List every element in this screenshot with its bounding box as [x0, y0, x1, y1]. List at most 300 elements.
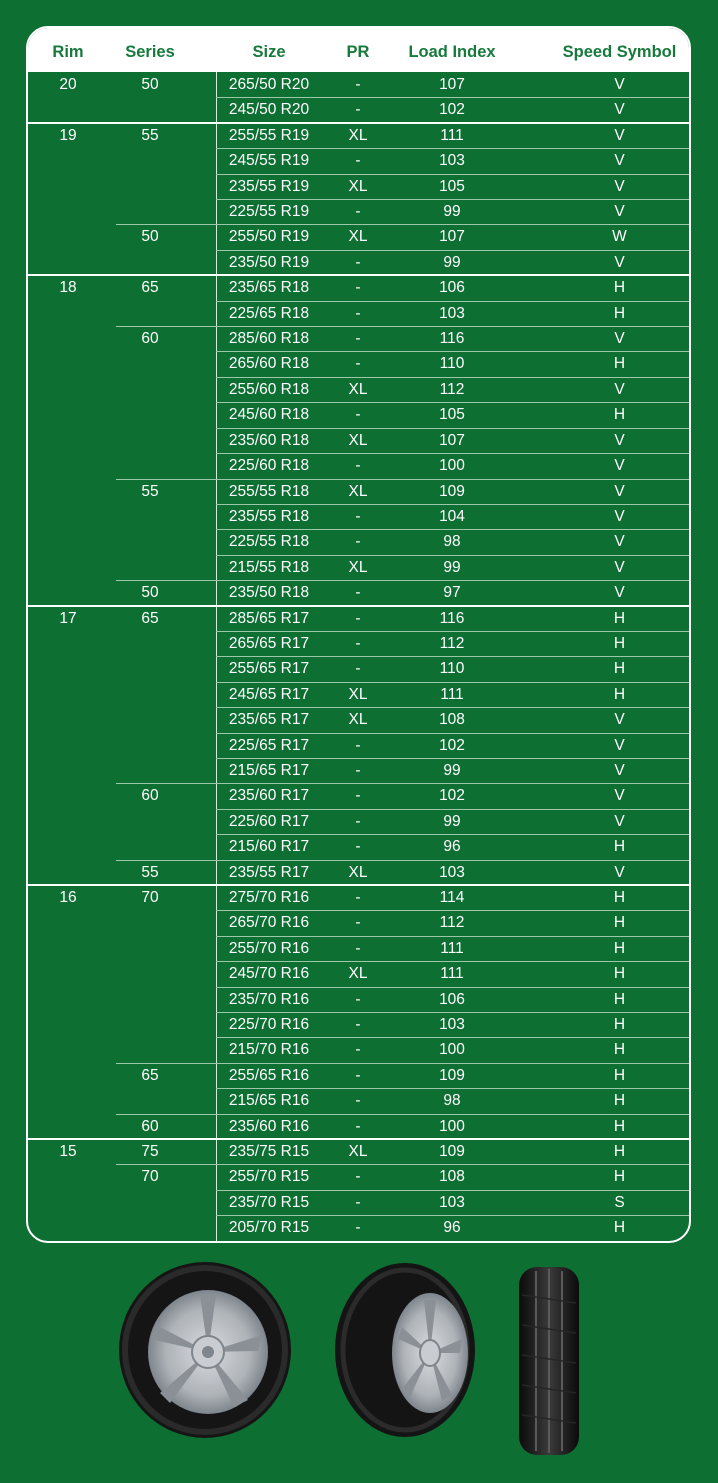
header-rim: Rim: [52, 43, 84, 61]
cell-pr: XL: [348, 482, 368, 500]
table-row: [28, 428, 689, 453]
cell-size: 235/65 R18: [228, 279, 310, 297]
cell-series: [108, 529, 192, 554]
cell-series: [108, 250, 192, 275]
cell-rim: [28, 809, 108, 834]
cell-rim: [28, 428, 108, 453]
cell-rim: [28, 250, 108, 275]
cell-rim: [28, 1114, 108, 1139]
cell-pr: -: [355, 457, 361, 475]
table-row: [28, 402, 689, 427]
cell-rim: [28, 758, 108, 783]
cell-load-index: 99: [443, 558, 461, 576]
cell-series: [108, 555, 192, 580]
cell-rim: [28, 707, 108, 732]
table-row: [28, 961, 689, 986]
cell-rim: [28, 1037, 108, 1062]
cell-speed-symbol: W: [612, 228, 627, 246]
table-row: [28, 682, 689, 707]
table-row: [28, 453, 689, 478]
cell-load-index: 109: [439, 1143, 465, 1161]
cell-pr: -: [355, 736, 361, 754]
cell-pr: -: [355, 990, 361, 1008]
cell-series: [108, 758, 192, 783]
cell-speed-symbol: H: [613, 355, 626, 373]
cell-size: 235/65 R17: [228, 711, 310, 729]
table-row: [28, 885, 689, 910]
cell-pr: -: [355, 914, 361, 932]
cell-load-index: 114: [439, 889, 465, 906]
header-speed-symbol: Speed Symbol: [562, 43, 677, 61]
cell-speed-symbol: H: [613, 279, 626, 297]
table-row: [28, 1037, 689, 1062]
cell-size: 245/65 R17: [228, 685, 310, 703]
cell-rim: [28, 1164, 108, 1189]
cell-series: [108, 961, 192, 986]
cell-pr: -: [355, 152, 361, 170]
cell-load-index: 111: [440, 126, 464, 144]
cell-speed-symbol: H: [613, 1066, 626, 1084]
cell-series: [108, 656, 192, 681]
cell-size: 225/60 R17: [228, 812, 310, 830]
cell-rim: [28, 631, 108, 656]
table-row: [28, 1088, 689, 1113]
cell-series: [108, 910, 192, 935]
cell-load-index: 112: [439, 634, 465, 652]
cell-pr: -: [355, 507, 361, 525]
cell-speed-symbol: H: [613, 914, 626, 932]
cell-pr: -: [355, 101, 361, 119]
cell-pr: XL: [348, 228, 368, 246]
cell-series: 65: [141, 609, 159, 627]
table-row: [28, 326, 689, 351]
cell-rim: [28, 199, 108, 224]
cell-size: 265/65 R17: [228, 634, 310, 652]
cell-pr: XL: [348, 431, 368, 449]
cell-load-index: 100: [439, 1041, 465, 1059]
cell-speed-symbol: V: [614, 152, 625, 170]
cell-rim: [28, 656, 108, 681]
tire-with-alloy-wheel-icon: [119, 1262, 291, 1438]
cell-rim: [28, 1012, 108, 1037]
table-row: [28, 72, 689, 97]
table-row: [28, 224, 689, 249]
cell-load-index: 103: [439, 1193, 465, 1211]
cell-load-index: 100: [439, 457, 465, 475]
cell-rim: [28, 1063, 108, 1088]
tire-size-table: [26, 26, 691, 1243]
cell-speed-symbol: H: [613, 1041, 626, 1059]
cell-rim: 17: [59, 609, 77, 627]
cell-pr: XL: [348, 558, 368, 576]
tire-tread-side-icon: [519, 1267, 579, 1455]
cell-speed-symbol: H: [613, 939, 626, 957]
cell-size: 285/65 R17: [228, 609, 310, 627]
cell-size: 255/55 R19: [228, 126, 310, 144]
cell-speed-symbol: H: [613, 685, 626, 703]
cell-load-index: 99: [443, 761, 461, 779]
cell-load-index: 112: [439, 914, 465, 932]
cell-speed-symbol: V: [614, 787, 625, 805]
cell-load-index: 99: [443, 203, 461, 221]
cell-rim: [28, 224, 108, 249]
cell-rim: [28, 733, 108, 758]
cell-rim: 19: [59, 126, 77, 144]
cell-rim: [28, 504, 108, 529]
table-row: [28, 1190, 689, 1215]
cell-series: [108, 199, 192, 224]
cell-rim: [28, 326, 108, 351]
cell-rim: [28, 936, 108, 961]
cell-pr: -: [355, 355, 361, 373]
cell-pr: -: [355, 406, 361, 424]
cell-rim: [28, 97, 108, 122]
cell-load-index: 103: [439, 863, 465, 881]
cell-speed-symbol: V: [614, 203, 625, 221]
table-row: [28, 555, 689, 580]
cell-pr: XL: [348, 965, 368, 983]
cell-speed-symbol: V: [614, 507, 625, 525]
cell-speed-symbol: V: [614, 761, 625, 779]
cell-pr: -: [355, 1168, 361, 1186]
cell-pr: XL: [348, 1143, 368, 1161]
cell-load-index: 107: [439, 228, 465, 246]
cell-pr: -: [355, 634, 361, 652]
cell-speed-symbol: V: [614, 584, 625, 602]
cell-pr: -: [355, 1219, 361, 1237]
cell-load-index: 99: [443, 253, 461, 271]
cell-rim: [28, 174, 108, 199]
cell-series: 50: [141, 584, 159, 602]
cell-pr: -: [355, 1066, 361, 1084]
cell-series: [108, 987, 192, 1012]
cell-size: 215/65 R17: [228, 761, 310, 779]
cell-speed-symbol: V: [614, 126, 625, 144]
cell-load-index: 108: [439, 711, 465, 729]
cell-series: [108, 351, 192, 376]
cell-series: [108, 453, 192, 478]
cell-rim: [28, 961, 108, 986]
header-load-index: Load Index: [408, 43, 496, 61]
cell-load-index: 109: [439, 482, 465, 500]
cell-size: 215/70 R16: [228, 1041, 310, 1059]
cell-pr: -: [355, 1041, 361, 1059]
table-row: [28, 1012, 689, 1037]
cell-series: [108, 733, 192, 758]
cell-rim: [28, 1190, 108, 1215]
cell-rim: [28, 148, 108, 173]
cell-series: 70: [141, 889, 159, 906]
table-row: [28, 97, 689, 122]
table-row: [28, 479, 689, 504]
cell-speed-symbol: H: [613, 609, 626, 627]
cell-series: 65: [141, 279, 159, 297]
cell-size: 265/70 R16: [228, 914, 310, 932]
cell-size: 235/60 R17: [228, 787, 310, 805]
cell-speed-symbol: V: [614, 380, 625, 398]
cell-load-index: 110: [439, 660, 465, 678]
cell-pr: -: [355, 812, 361, 830]
cell-rim: [28, 351, 108, 376]
cell-size: 245/55 R19: [228, 152, 310, 170]
cell-size: 235/55 R18: [228, 507, 310, 525]
cell-speed-symbol: H: [613, 1092, 626, 1110]
table-row: [28, 733, 689, 758]
cell-size: 225/70 R16: [228, 1016, 310, 1034]
cell-pr: XL: [348, 863, 368, 881]
cell-size: 255/65 R16: [228, 1066, 310, 1084]
cell-series: [108, 174, 192, 199]
cell-pr: -: [355, 1117, 361, 1135]
table-row: [28, 1114, 689, 1139]
cell-load-index: 108: [439, 1168, 465, 1186]
cell-series: 65: [141, 1066, 159, 1084]
cell-rim: 18: [59, 279, 77, 297]
cell-pr: -: [355, 1016, 361, 1034]
cell-load-index: 100: [439, 1117, 465, 1135]
table-row: [28, 783, 689, 808]
cell-speed-symbol: H: [613, 660, 626, 678]
tire-images: [0, 1255, 718, 1478]
cell-series: [108, 148, 192, 173]
cell-speed-symbol: V: [614, 431, 625, 449]
cell-speed-symbol: H: [613, 838, 626, 856]
cell-speed-symbol: V: [614, 558, 625, 576]
cell-load-index: 116: [439, 330, 465, 348]
cell-size: 245/60 R18: [228, 406, 310, 424]
cell-pr: -: [355, 1193, 361, 1211]
cell-pr: -: [355, 76, 361, 93]
tire-illustrations: [0, 1255, 718, 1478]
cell-size: 235/60 R16: [228, 1117, 310, 1135]
cell-rim: [28, 682, 108, 707]
cell-load-index: 96: [443, 838, 461, 856]
cell-size: 235/55 R17: [228, 863, 310, 881]
table-row: [28, 377, 689, 402]
cell-size: 235/75 R15: [228, 1143, 310, 1161]
cell-pr: -: [355, 279, 361, 297]
cell-size: 235/50 R19: [228, 253, 310, 271]
cell-size: 225/65 R17: [228, 736, 310, 754]
cell-load-index: 98: [443, 533, 461, 551]
cell-load-index: 104: [439, 507, 465, 525]
cell-load-index: 111: [440, 939, 464, 957]
cell-load-index: 116: [439, 609, 465, 627]
header-pr: PR: [346, 43, 370, 61]
cell-size: 275/70 R16: [228, 889, 310, 906]
cell-speed-symbol: V: [614, 736, 625, 754]
cell-rim: [28, 301, 108, 326]
cell-load-index: 110: [439, 355, 465, 373]
cell-load-index: 111: [440, 965, 464, 983]
cell-rim: [28, 580, 108, 605]
cell-series: 55: [141, 126, 159, 144]
cell-size: 285/60 R18: [228, 330, 310, 348]
cell-size: 235/70 R16: [228, 990, 310, 1008]
cell-speed-symbol: V: [614, 533, 625, 551]
cell-pr: -: [355, 838, 361, 856]
cell-speed-symbol: H: [613, 889, 626, 906]
cell-speed-symbol: H: [613, 965, 626, 983]
cell-load-index: 103: [439, 304, 465, 322]
cell-speed-symbol: V: [614, 76, 625, 93]
cell-pr: -: [355, 787, 361, 805]
cell-series: [108, 377, 192, 402]
cell-pr: -: [355, 533, 361, 551]
cell-series: [108, 428, 192, 453]
table-row: [28, 1139, 689, 1164]
cell-pr: -: [355, 584, 361, 602]
cell-speed-symbol: H: [613, 990, 626, 1008]
cell-pr: XL: [348, 380, 368, 398]
table-row: [28, 504, 689, 529]
cell-pr: XL: [348, 685, 368, 703]
table-row: [28, 1164, 689, 1189]
cell-size: 235/70 R15: [228, 1193, 310, 1211]
cell-series: [108, 504, 192, 529]
cell-rim: [28, 987, 108, 1012]
cell-series: [108, 402, 192, 427]
cell-series: [108, 1190, 192, 1215]
cell-speed-symbol: V: [614, 482, 625, 500]
cell-load-index: 112: [439, 380, 465, 398]
cell-series: [108, 936, 192, 961]
table-row: [28, 351, 689, 376]
cell-size: 215/65 R16: [228, 1092, 310, 1110]
cell-series: [108, 682, 192, 707]
cell-size: 235/55 R19: [228, 177, 310, 195]
cell-size: 265/60 R18: [228, 355, 310, 373]
table-row: [28, 631, 689, 656]
cell-speed-symbol: H: [613, 634, 626, 652]
cell-speed-symbol: V: [614, 812, 625, 830]
table-row: [28, 148, 689, 173]
cell-size: 235/50 R18: [228, 584, 310, 602]
cell-series: 55: [141, 482, 159, 500]
cell-series: [108, 1037, 192, 1062]
cell-size: 245/50 R20: [228, 101, 310, 119]
cell-speed-symbol: H: [613, 304, 626, 322]
header-series: Series: [125, 43, 175, 61]
cell-series: [108, 809, 192, 834]
table-row: [28, 301, 689, 326]
cell-series: 50: [141, 228, 159, 246]
cell-size: 255/70 R15: [228, 1168, 310, 1186]
cell-load-index: 103: [439, 152, 465, 170]
cell-series: 60: [141, 787, 159, 805]
cell-rim: [28, 453, 108, 478]
table-row: [28, 758, 689, 783]
cell-series: 60: [141, 1117, 159, 1135]
cell-series: 50: [141, 76, 159, 93]
cell-size: 245/70 R16: [228, 965, 310, 983]
cell-load-index: 102: [439, 101, 465, 119]
cell-speed-symbol: H: [613, 1016, 626, 1034]
cell-speed-symbol: V: [614, 101, 625, 119]
cell-size: 255/70 R16: [228, 939, 310, 957]
cell-size: 225/60 R18: [228, 457, 310, 475]
cell-rim: [28, 529, 108, 554]
cell-pr: -: [355, 1092, 361, 1110]
cell-size: 255/65 R17: [228, 660, 310, 678]
cell-rim: [28, 1088, 108, 1113]
cell-rim: [28, 1215, 108, 1240]
cell-pr: XL: [348, 126, 368, 144]
cell-size: 255/60 R18: [228, 380, 310, 398]
cell-rim: [28, 860, 108, 885]
cell-rim: [28, 834, 108, 859]
cell-series: 75: [141, 1143, 159, 1161]
cell-pr: -: [355, 304, 361, 322]
cell-speed-symbol: H: [613, 406, 626, 424]
table-row: [28, 809, 689, 834]
cell-speed-symbol: H: [613, 1168, 626, 1186]
cell-rim: 15: [59, 1143, 77, 1161]
cell-load-index: 102: [439, 787, 465, 805]
cell-speed-symbol: H: [613, 1143, 626, 1161]
cell-load-index: 107: [439, 431, 465, 449]
cell-size: 265/50 R20: [228, 76, 310, 93]
cell-series: [108, 97, 192, 122]
cell-speed-symbol: V: [614, 863, 625, 881]
table-row: [28, 174, 689, 199]
header-size: Size: [252, 43, 286, 61]
cell-size: 235/60 R18: [228, 431, 310, 449]
cell-speed-symbol: H: [613, 1117, 626, 1135]
cell-load-index: 109: [439, 1066, 465, 1084]
cell-rim: [28, 910, 108, 935]
table-body: [28, 72, 689, 1241]
cell-speed-symbol: V: [614, 457, 625, 475]
table-row: [28, 707, 689, 732]
cell-load-index: 103: [439, 1016, 465, 1034]
cell-pr: -: [355, 203, 361, 221]
cell-speed-symbol: H: [613, 1219, 626, 1237]
cell-load-index: 107: [439, 76, 465, 93]
table-row: [28, 834, 689, 859]
cell-speed-symbol: V: [614, 711, 625, 729]
cell-speed-symbol: V: [614, 253, 625, 271]
cell-series: [108, 631, 192, 656]
cell-series: 60: [141, 330, 159, 348]
cell-pr: -: [355, 660, 361, 678]
table-row: [28, 275, 689, 300]
cell-rim: 20: [59, 76, 77, 93]
cell-series: [108, 1088, 192, 1113]
cell-series: 70: [141, 1168, 159, 1186]
cell-rim: 16: [59, 889, 77, 906]
cell-size: 225/55 R18: [228, 533, 310, 551]
cell-speed-symbol: V: [614, 177, 625, 195]
cell-pr: -: [355, 609, 361, 627]
cell-load-index: 105: [439, 177, 465, 195]
tire-angled-icon: [335, 1263, 475, 1437]
cell-rim: [28, 783, 108, 808]
table-row: [28, 606, 689, 631]
table-row: [28, 936, 689, 961]
cell-load-index: 106: [439, 279, 465, 297]
cell-rim: [28, 377, 108, 402]
cell-series: 55: [141, 863, 159, 881]
cell-load-index: 97: [443, 584, 461, 602]
cell-load-index: 98: [443, 1092, 461, 1110]
cell-pr: -: [355, 253, 361, 271]
cell-size: 225/65 R18: [228, 304, 310, 322]
cell-speed-symbol: V: [614, 330, 625, 348]
cell-speed-symbol: S: [614, 1193, 625, 1211]
table-row: [28, 250, 689, 275]
cell-size: 255/55 R18: [228, 482, 310, 500]
